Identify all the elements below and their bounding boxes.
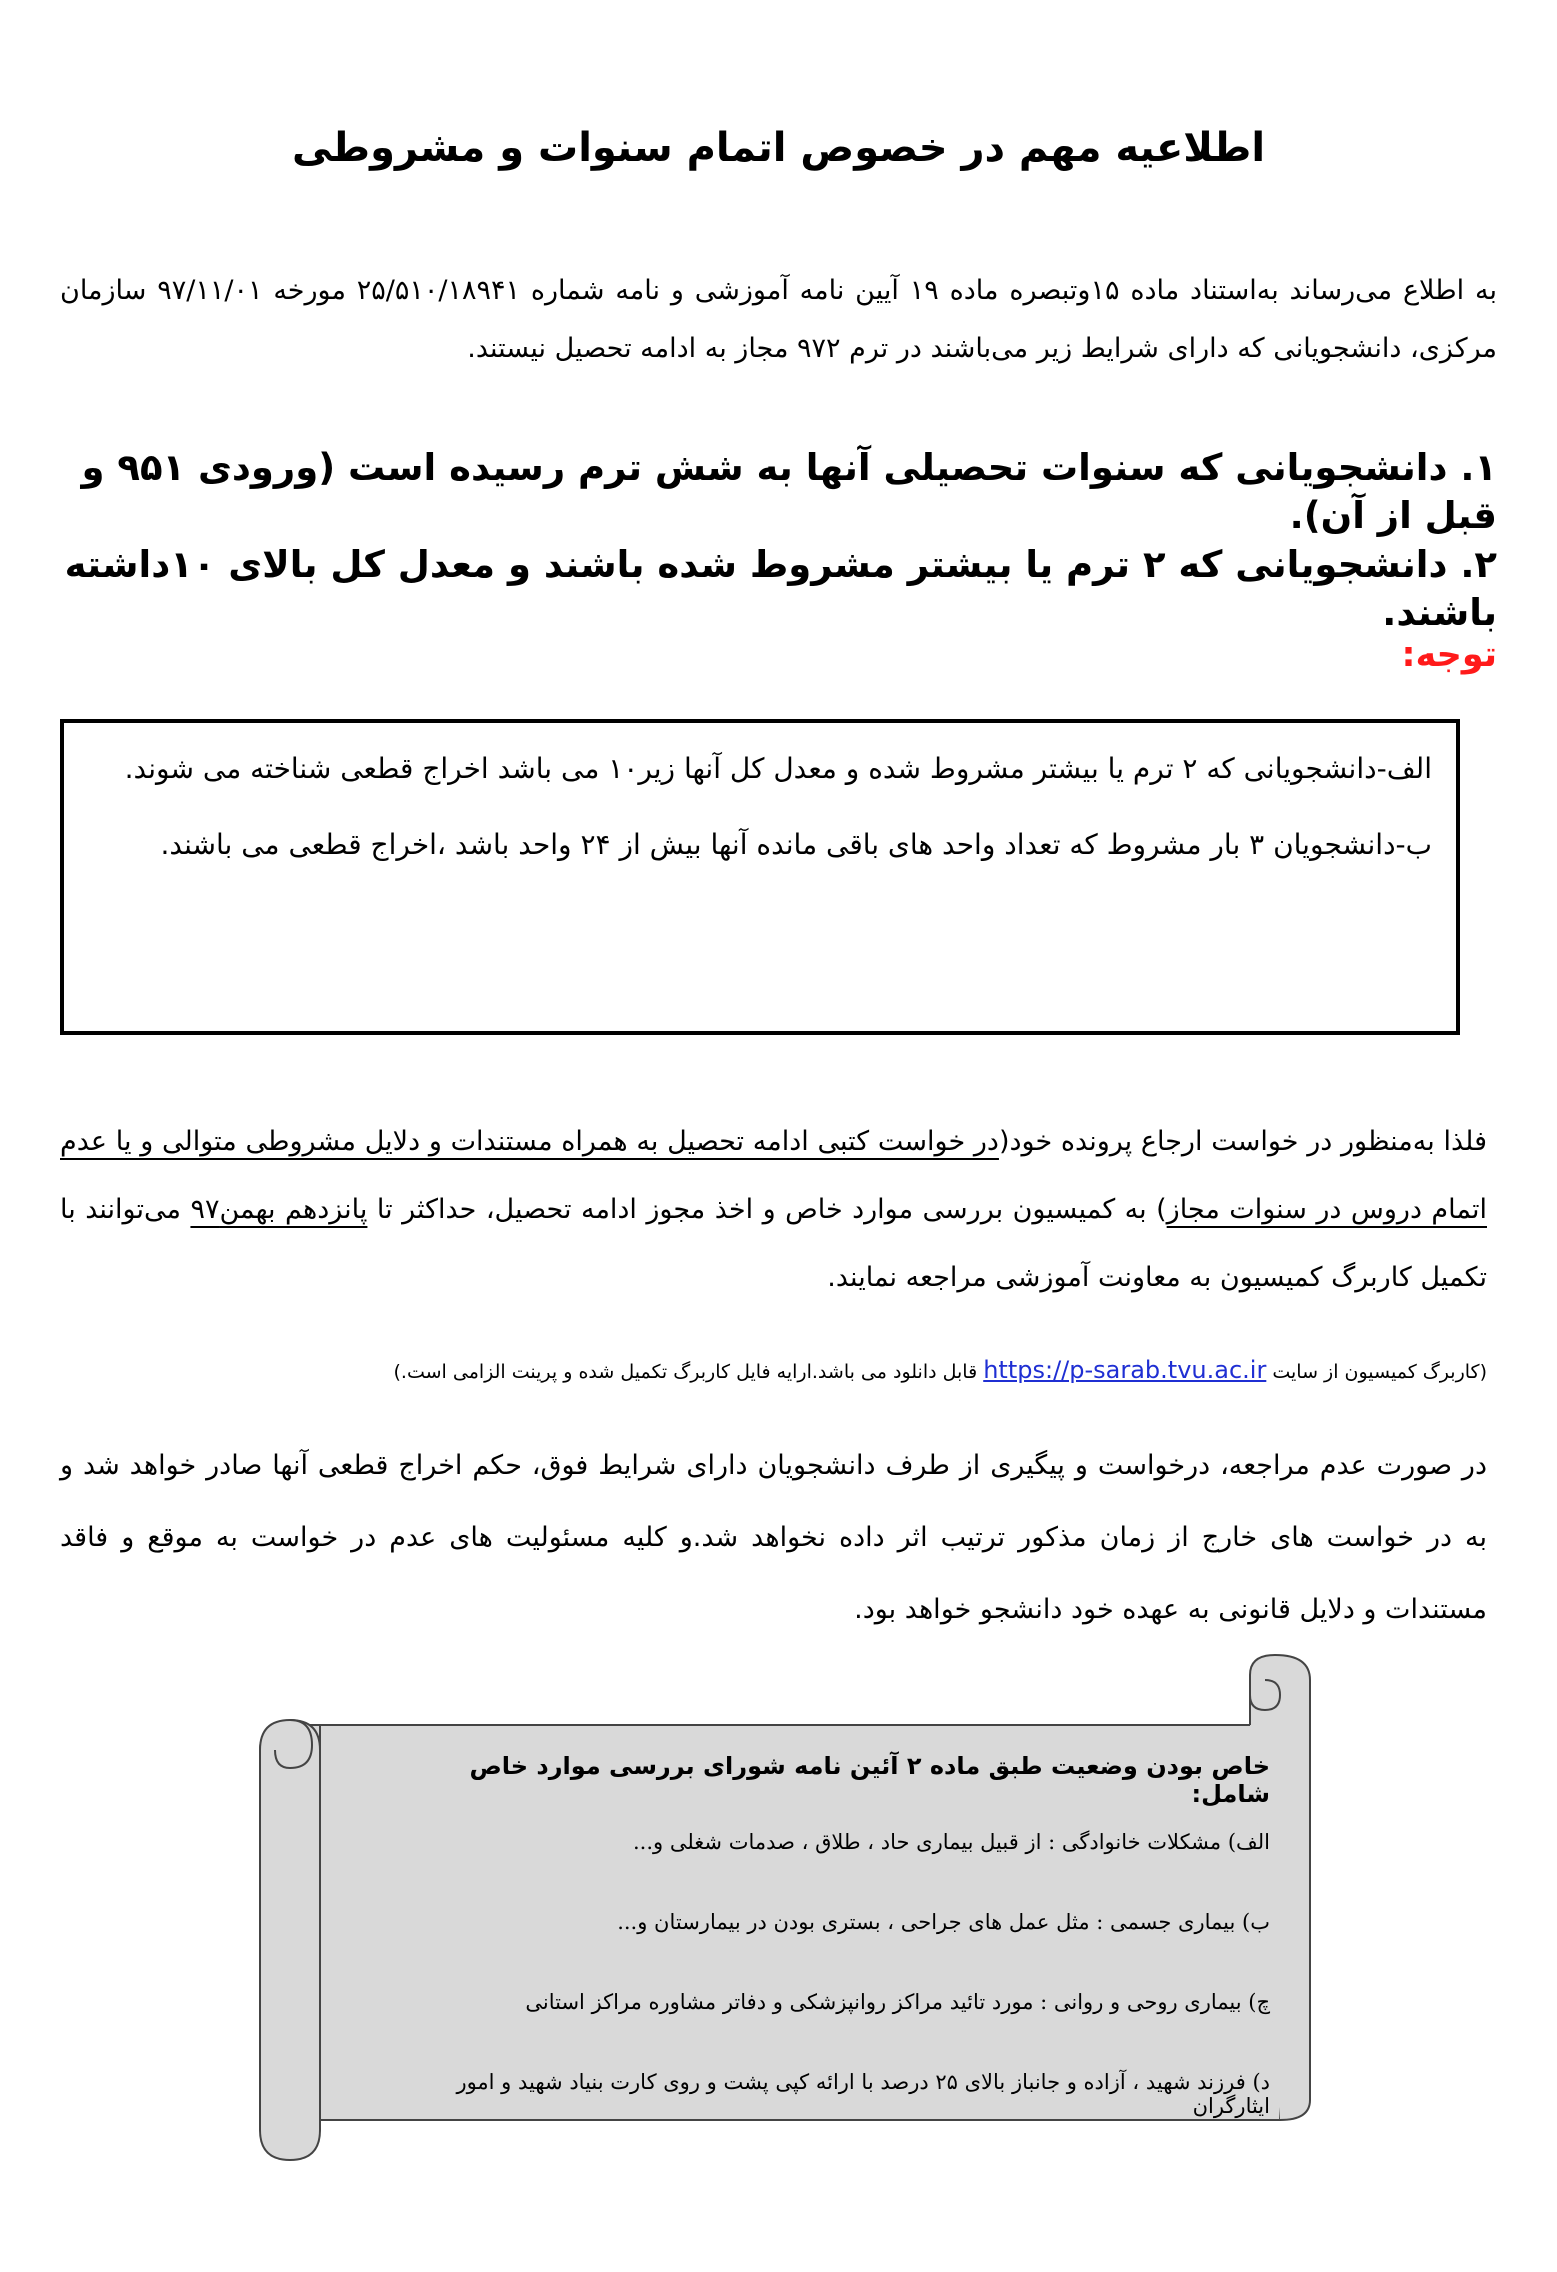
caption-before: (کاربرگ کمیسیون از سایت bbox=[1266, 1361, 1487, 1383]
request-text-1: فلذا به‌منظور در خواست ارجاع پرونده خود( bbox=[998, 1126, 1487, 1157]
request-paragraph bbox=[60, 1108, 1487, 1312]
intro-paragraph: به اطلاع می‌رساند به‌استناد ماده ۱۵وتبصره ماده ۱۹ آیین نامه آموزشی و نامه شماره ۲۵/۵۱۰/۱۸۹۴۱ مورخه ۹۷/۱۱/۰۱ سازمان مرکزی، دانشجویانی که دارای شرایط زیر می‌باشند در ترم ۹۷۲ مجاز به ادامه تحصیل نیستند. bbox=[60, 275, 1497, 364]
page-title: اطلاعیه مهم در خصوص اتمام سنوات و مشروطی bbox=[291, 125, 1266, 171]
rule-2: ۲. دانشجویانی که ۲ ترم یا بیشتر مشروط شده باشند و معدل کل بالای ۱۰داشته باشند. bbox=[64, 543, 1497, 634]
scroll-item-physical: ب) بیماری جسمی : مثل عمل های جراحی ، بستری بودن در بیمارستان و... bbox=[617, 1910, 1270, 1934]
note-label: توجه: bbox=[1401, 635, 1497, 675]
request-text-3: می‌توانند با تکمیل کاربرگ کمیسیون به معاونت آموزشی مراجعه نمایند. bbox=[60, 1194, 1487, 1293]
form-caption bbox=[60, 1350, 1487, 1392]
note-item-b: ب-دانشجویان ۳ بار مشروط که تعداد واحد های باقی مانده آنها بیش از ۲۴ واحد باشد ،اخراج قطعی می باشند. bbox=[160, 828, 1432, 861]
caption-after: قابل دانلود می باشد.ارایه فایل کاربرگ تکمیل شده و پرینت الزامی است.) bbox=[393, 1361, 984, 1383]
request-underlined-1: در خواست کتبی ادامه تحصیل به همراه مستندات و دلایل مشروطی متوالی و یا عدم اتمام دروس در سنوات مجاز bbox=[60, 1126, 1487, 1225]
site-link[interactable]: https://p-sarab.tvu.ac.ir bbox=[983, 1356, 1267, 1384]
deadline-date: پانزدهم بهمن۹۷ bbox=[190, 1194, 368, 1225]
request-text-2: ) به کمیسیون بررسی موارد خاص و اخذ مجوز ادامه تحصیل، حداکثر تا bbox=[367, 1194, 1167, 1225]
warning-paragraph: در صورت عدم مراجعه، درخواست و پیگیری از طرف دانشجویان دارای شرایط فوق، حکم اخراج قطعی آنها صادر خواهد شد و به در خواست های خارج از زمان مذکور ترتیب اثر داده نخواهد شد.و کلیه مسئولیت های عدم در خواست به موقع و فاقد مستندات و دلایل قانونی به عهده خود دانشجو خواهد بود. bbox=[60, 1450, 1487, 1625]
scroll-item-mental: چ) بیماری روحی و روانی : مورد تائید مراکز روانپزشکی و دفاتر مشاوره مراکز استانی bbox=[525, 1990, 1270, 2014]
note-box bbox=[60, 719, 1460, 1035]
scroll-title: خاص بودن وضعیت طبق ماده ۲ آئین نامه شورای بررسی موارد خاص شامل: bbox=[469, 1752, 1270, 1808]
rule-1: ۱. دانشجویانی که سنوات تحصیلی آنها به شش ترم رسیده است (ورودی ۹۵۱ و قبل از آن). bbox=[81, 446, 1497, 537]
scroll-item-martyr: د) فرزند شهید ، آزاده و جانباز بالای ۲۵ درصد با ارائه کپی پشت و روی کارت بنیاد شهید و امور ایثارگران bbox=[456, 2070, 1270, 2118]
note-item-a: الف-دانشجویانی که ۲ ترم یا بیشتر مشروط شده و معدل کل آنها زیر۱۰ می باشد اخراج قطعی شناخته می شوند. bbox=[124, 752, 1432, 785]
special-cases-scroll bbox=[250, 1650, 1360, 2170]
scroll-item-family: الف) مشکلات خانوادگی : از قبیل بیماری حاد ، طلاق ، صدمات شغلی و... bbox=[633, 1830, 1270, 1854]
